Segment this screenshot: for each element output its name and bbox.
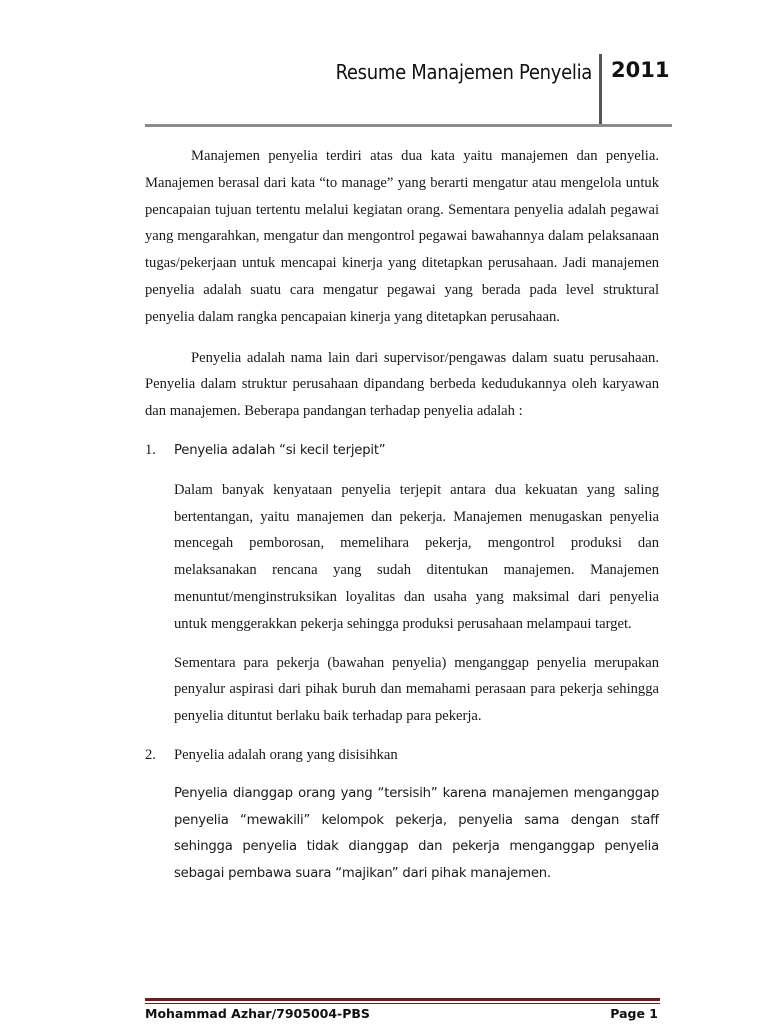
list-item-1-paragraph-2: Sementara para pekerja (bawahan penyelia) menganggap penyelia merupakan penyalur aspirasi dari pihak buruh dan memahami perasaan para pekerja sehingga penyelia dituntut berlaku baik terhadap para pekerja. xyxy=(174,654,659,725)
document-year: 2011 xyxy=(611,58,670,82)
list-number: 1. xyxy=(145,441,156,458)
list-heading: Penyelia adalah “si kecil terjepit” xyxy=(174,442,386,458)
list-item-2 xyxy=(145,742,659,769)
second-paragraph: Penyelia adalah nama lain dari supervisor/pengawas dalam suatu perusahaan. Penyelia dalam struktur perusahaan dipandang berbeda kedudukannya oleh karyawan dan manajemen. Beberapa pandangan terhadap penyelia adalah : xyxy=(145,349,659,420)
footer-rule xyxy=(145,998,660,1001)
document-body xyxy=(145,143,659,888)
footer-rule-thin xyxy=(145,1003,660,1004)
header-rule xyxy=(145,124,672,127)
footer-author: Mohammad Azhar/7905004-PBS xyxy=(145,1006,370,1021)
intro-paragraph: Manajemen penyelia terdiri atas dua kata yaitu manajemen dan penyelia. Manajemen berasal dari kata “to manage” yang berarti mengatur atau mengelola untuk pencapaian tujuan tertentu melalui kegiatan orang. Sementara penyelia adalah pegawai yang mengarahkan, mengatur dan mengontrol pegawai bawahannya dalam pelaksanaan tugas/pekerjaan untuk mencapai kinerja yang ditetapkan perusahaan. Jadi manajemen penyelia adalah suatu cara mengatur pegawai yang berada pada level struktural penyelia dalam rangka pencapaian kinerja yang ditetapkan perusahaan. xyxy=(145,148,659,325)
list-number: 2. xyxy=(145,746,156,763)
page-number: Page 1 xyxy=(610,1006,658,1021)
document-title: Resume Manajemen Penyelia xyxy=(335,60,592,84)
page-header xyxy=(0,0,768,130)
header-divider xyxy=(599,54,602,126)
list-item-2-paragraph-1: Penyelia dianggap orang yang “tersisih” karena manajemen menganggap penyelia “mewakili” kelompok pekerja, penyelia sama dengan staff sehingga penyelia tidak dianggap dan pekerja menganggap penyelia sebagai pembawa suara “majikan” dari pihak manajemen. xyxy=(174,785,659,882)
list-item-1-paragraph-1: Dalam banyak kenyataan penyelia terjepit antara dua kekuatan yang saling bertentangan, yaitu manajemen dan pekerja. Manajemen menugaskan penyelia mencegah pemborosan, memelihara pekerja, mengontrol produksi dan melaksanakan rencana yang sudah ditentukan manajemen. Manajemen menuntut/menginstruksikan loyalitas dan usaha yang maksimal dari penyelia untuk menggerakkan pekerja sehingga produksi perusahaan melampaui target. xyxy=(174,481,659,632)
list-heading: Penyelia adalah orang yang disisihkan xyxy=(174,746,398,763)
list-item-1 xyxy=(145,437,659,465)
